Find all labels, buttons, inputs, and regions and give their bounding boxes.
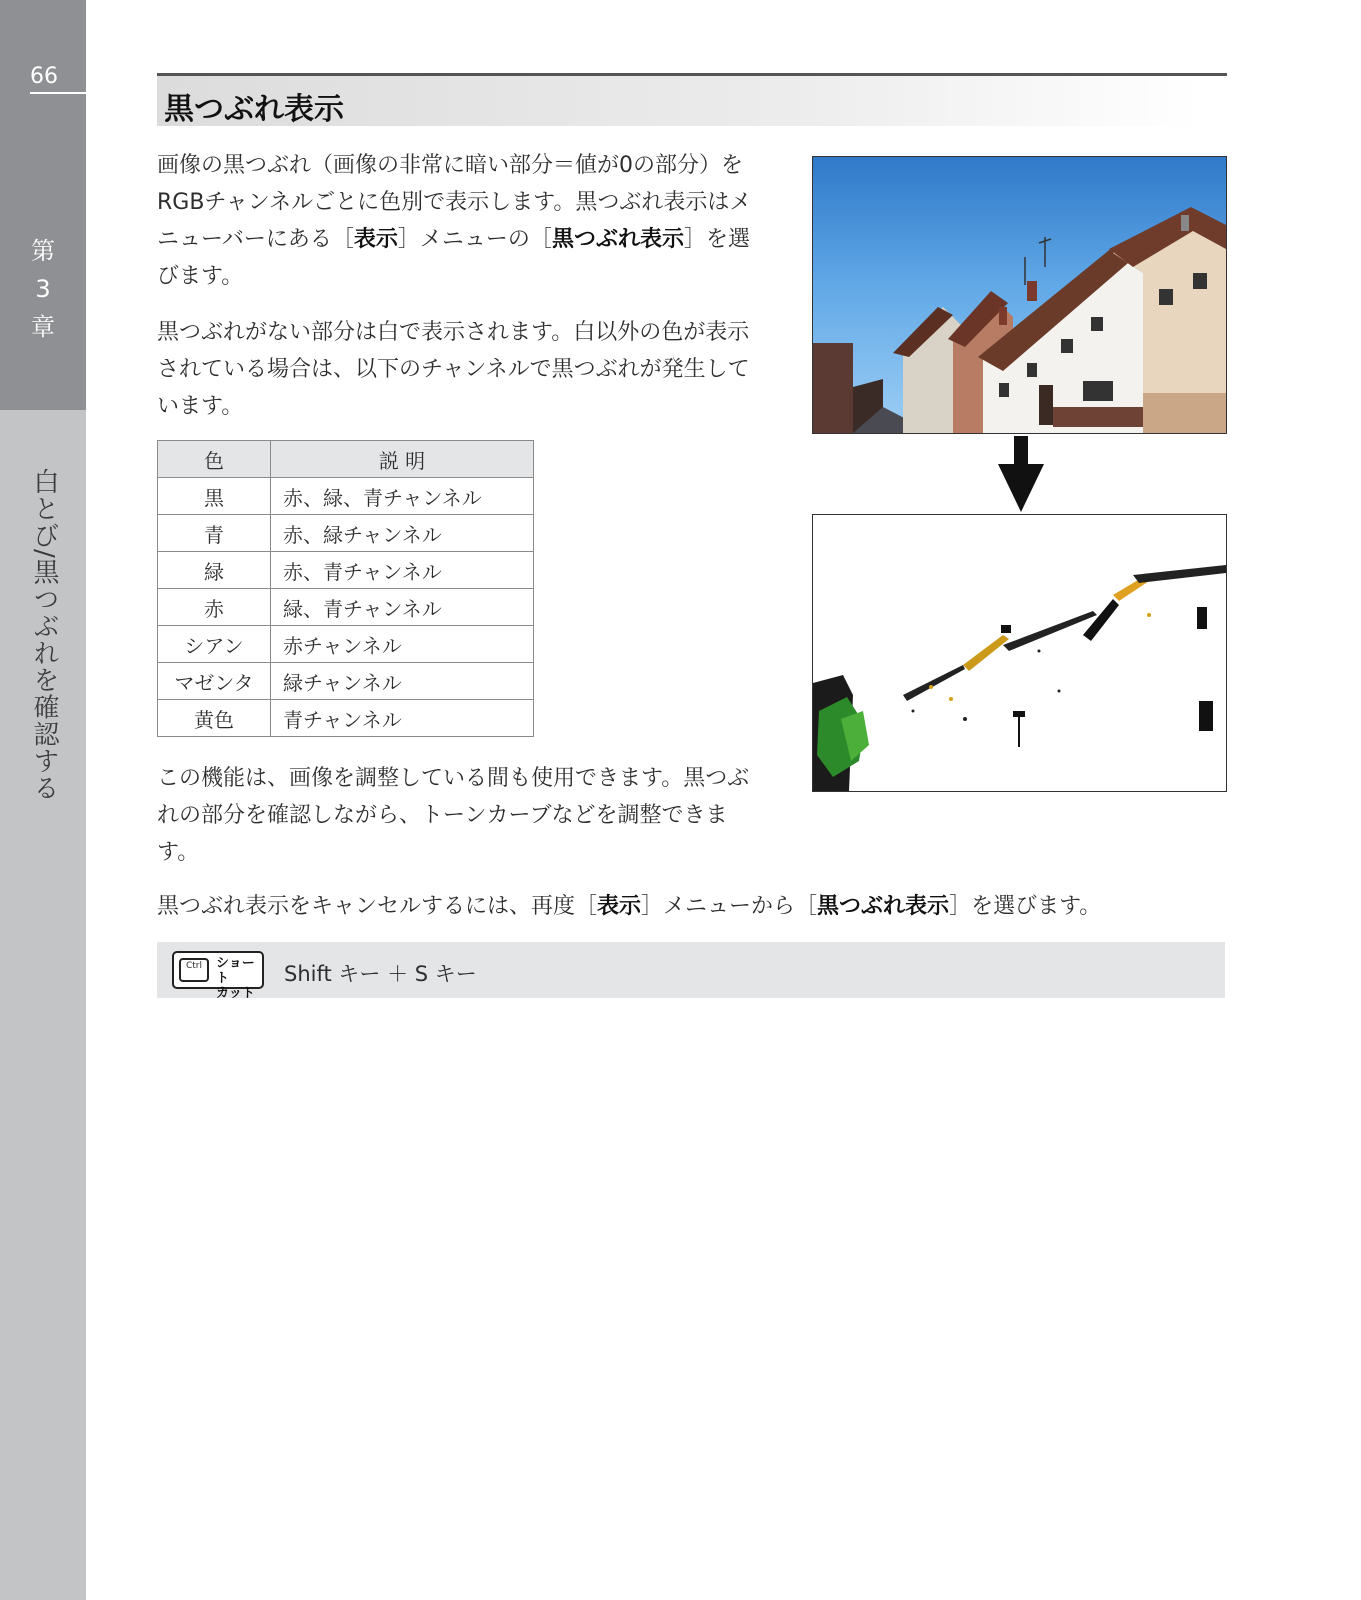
ctrl-key-label: Ctrl [185,961,202,971]
sidebar-chapter-tab [0,0,86,410]
chapter-char: 章 [31,313,55,341]
arrow-down-icon [998,436,1044,512]
text-run: 黒つぶれがない部分は白で表示されます。白以外の色が表示されている場合は、以下のチャンネルで黒つぶれが発生しています。 [157,320,750,419]
text-run: ］を選びます。 [157,227,750,289]
clipping-result-illustration [813,515,1226,791]
table-row [158,478,534,515]
table-cell-color: 黒 [158,478,271,515]
menu-term: 黒つぶれ表示 [551,227,684,252]
ctrl-key-icon [179,958,209,982]
table-cell-description: 赤、緑、青チャンネル [271,478,534,515]
text-run: この機能は、画像を調整している間も使用できます。黒つぶれの部分を確認しながら、トーンカーブなどを調整できます。 [157,766,750,865]
paragraph-cancel [157,888,1217,925]
table-cell-description: 赤、緑チャンネル [271,515,534,552]
table-header-color: 色 [158,441,271,478]
table-row [158,700,534,737]
text-run: ］メニューの［ [397,227,552,252]
table-row [158,589,534,626]
channel-table [157,440,534,737]
menu-term: 表示 [353,227,398,252]
page-number: 66 [30,64,58,89]
table-row [158,515,534,552]
table-cell-color: 赤 [158,589,271,626]
shortcut-label [216,956,262,1001]
table-cell-color: 緑 [158,552,271,589]
original-photo [812,156,1227,434]
shortcut-label-line: カット [216,986,255,1001]
shortcut-keys: Shift キー ＋ S キー [284,962,477,986]
text-run: 画像の黒つぶれ（画像の非常に暗い部分＝値が0の部分）をRGBチャンネルごとに色別で表示します。黒つぶれ表示はメニューバーにある［ [157,153,752,252]
table-row [158,552,534,589]
table-cell-description: 赤チャンネル [271,626,534,663]
street-houses-illustration [813,157,1226,433]
table-cell-color: マゼンタ [158,663,271,700]
table-row [158,626,534,663]
section-vertical-title: 白とび/黒つぶれを確認する [29,468,59,802]
chapter-label [0,232,86,346]
table-cell-description: 青チャンネル [271,700,534,737]
clipping-display-result [812,514,1227,792]
shortcut-label-line: ショー ト [216,956,255,986]
text-run: ］を選びます。 [949,894,1102,919]
menu-term: 表示 [597,894,642,919]
paragraph-explanation [157,314,769,425]
text-run: 黒つぶれ表示をキャンセルするには、再度［ [157,894,598,919]
table-cell-description: 緑、青チャンネル [271,589,534,626]
table-cell-color: 黄色 [158,700,271,737]
table-cell-description: 緑チャンネル [271,663,534,700]
chapter-char: 第 [31,237,55,265]
chapter-char: 3 [35,275,51,303]
table-cell-description: 赤、青チャンネル [271,552,534,589]
section-title: 黒つぶれ表示 [164,92,344,127]
table-cell-color: 青 [158,515,271,552]
table-header-description: 説 明 [271,441,534,478]
paragraph-usage [157,760,769,871]
menu-term: 黒つぶれ表示 [817,894,950,919]
page-number-underline [30,92,86,94]
keyboard-shortcut-icon [172,951,264,1001]
table-cell-color: シアン [158,626,271,663]
text-run: ］メニューから［ [641,894,818,919]
paragraph-intro [157,147,769,295]
table-row [158,663,534,700]
